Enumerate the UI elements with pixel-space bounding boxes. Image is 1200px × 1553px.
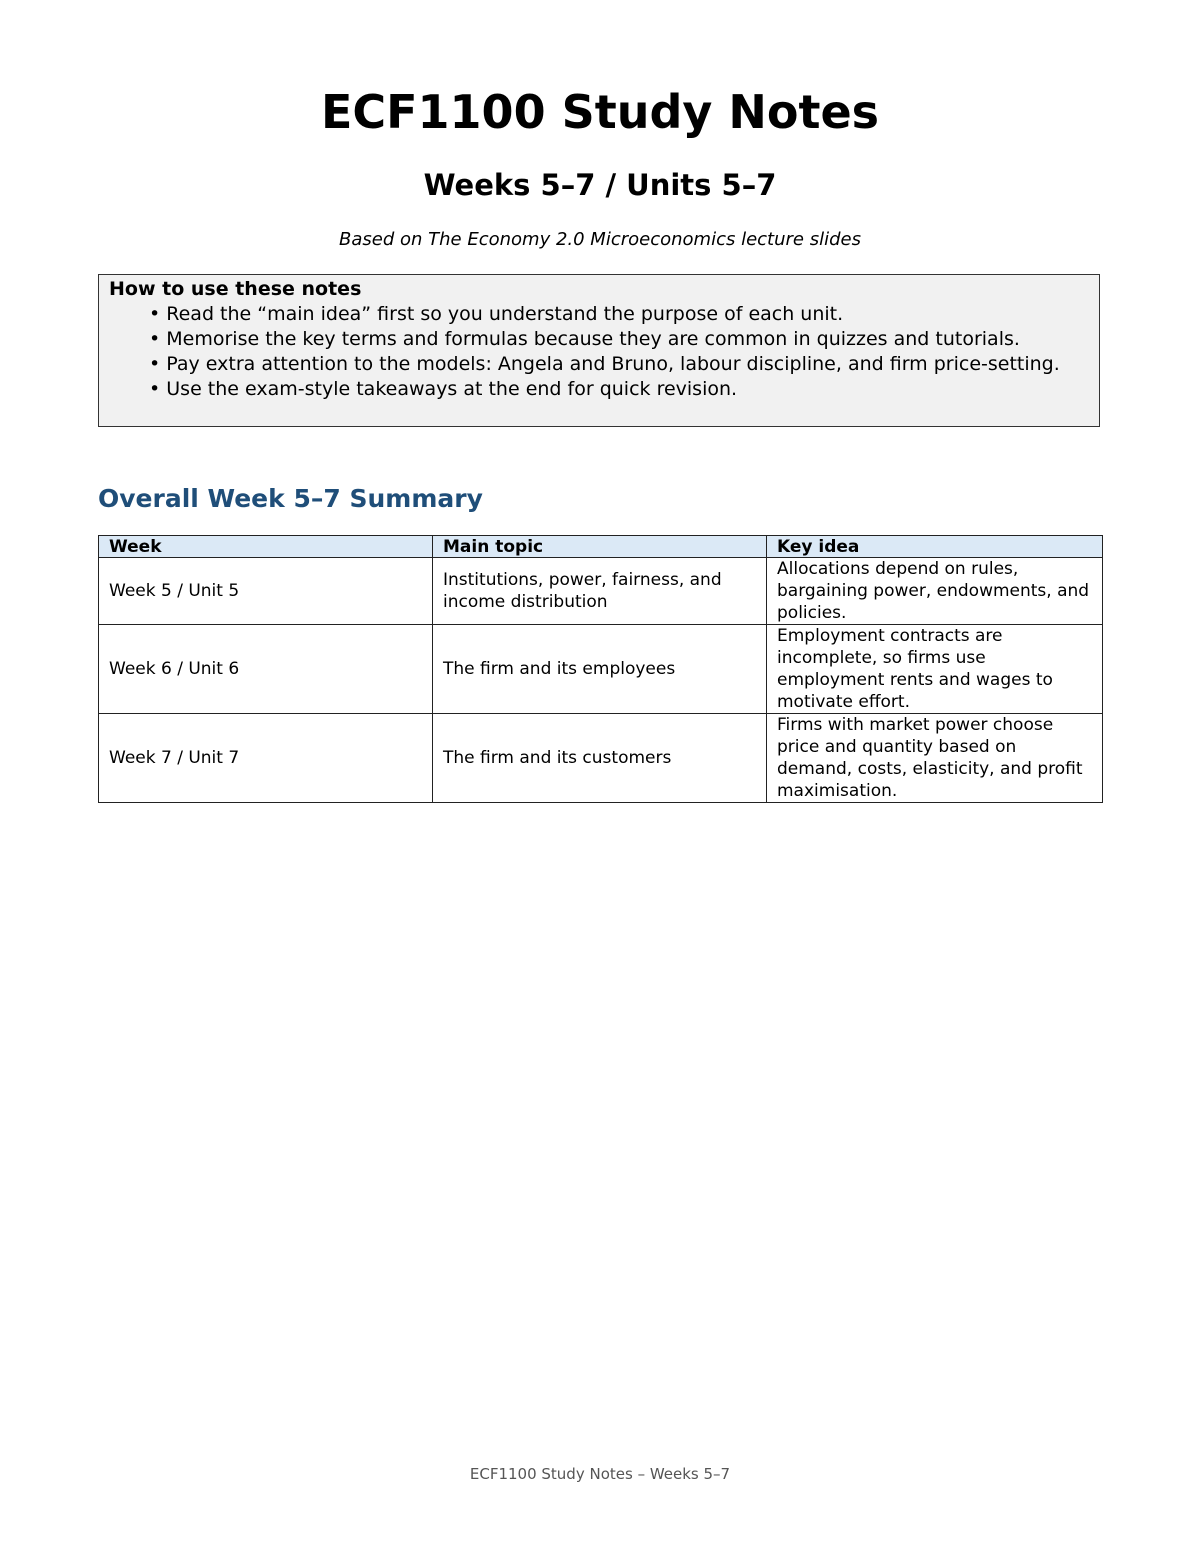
- list-item: [109, 327, 1089, 352]
- cell-key-idea: Employment contracts are incomplete, so firms use employment rents and wages to motivate effort.: [767, 625, 1103, 714]
- cell-week: Week 6 / Unit 6: [99, 625, 433, 714]
- table-row: [99, 714, 1103, 803]
- column-header-main-topic: Main topic: [433, 536, 767, 558]
- how-to-use-box: [98, 274, 1100, 427]
- cell-main-topic: Institutions, power, fairness, and income distribution: [433, 558, 767, 625]
- column-header-week: Week: [99, 536, 433, 558]
- how-to-use-list: [109, 302, 1089, 402]
- list-item-text: Memorise the key terms and formulas because they are common in quizzes and tutorials.: [166, 328, 1020, 350]
- page-subtitle: Weeks 5–7 / Units 5–7: [423, 168, 777, 202]
- page-footer: ECF1100 Study Notes – Weeks 5–7: [469, 1465, 731, 1483]
- column-header-key-idea: Key idea: [767, 536, 1103, 558]
- how-to-use-heading: How to use these notes: [109, 278, 362, 300]
- list-item-text: Use the exam-style takeaways at the end for quick revision.: [166, 378, 738, 400]
- list-item: [109, 352, 1089, 377]
- summary-heading: Overall Week 5–7 Summary: [98, 484, 483, 513]
- bullet-icon: •: [149, 353, 161, 375]
- cell-main-topic: The firm and its employees: [433, 625, 767, 714]
- summary-table: [98, 535, 1103, 803]
- table-row: [99, 625, 1103, 714]
- cell-key-idea: Firms with market power choose price and quantity based on demand, costs, elasticity, and profit maximisation.: [767, 714, 1103, 803]
- list-item: [109, 302, 1089, 327]
- cell-key-idea: Allocations depend on rules, bargaining power, endowments, and policies.: [767, 558, 1103, 625]
- list-item-text: Pay extra attention to the models: Angela and Bruno, labour discipline, and firm price-setting.: [166, 353, 1060, 375]
- bullet-icon: •: [149, 328, 161, 350]
- table-row: [99, 558, 1103, 625]
- cell-week: Week 5 / Unit 5: [99, 558, 433, 625]
- list-item-text: Read the “main idea” first so you understand the purpose of each unit.: [166, 303, 844, 325]
- page-title: ECF1100 Study Notes: [320, 85, 880, 139]
- bullet-icon: •: [149, 378, 161, 400]
- cell-week: Week 7 / Unit 7: [99, 714, 433, 803]
- source-line: Based on The Economy 2.0 Microeconomics lecture slides: [339, 229, 861, 250]
- list-item: [109, 377, 1089, 402]
- table-header-row: [99, 536, 1103, 558]
- cell-main-topic: The firm and its customers: [433, 714, 767, 803]
- bullet-icon: •: [149, 303, 161, 325]
